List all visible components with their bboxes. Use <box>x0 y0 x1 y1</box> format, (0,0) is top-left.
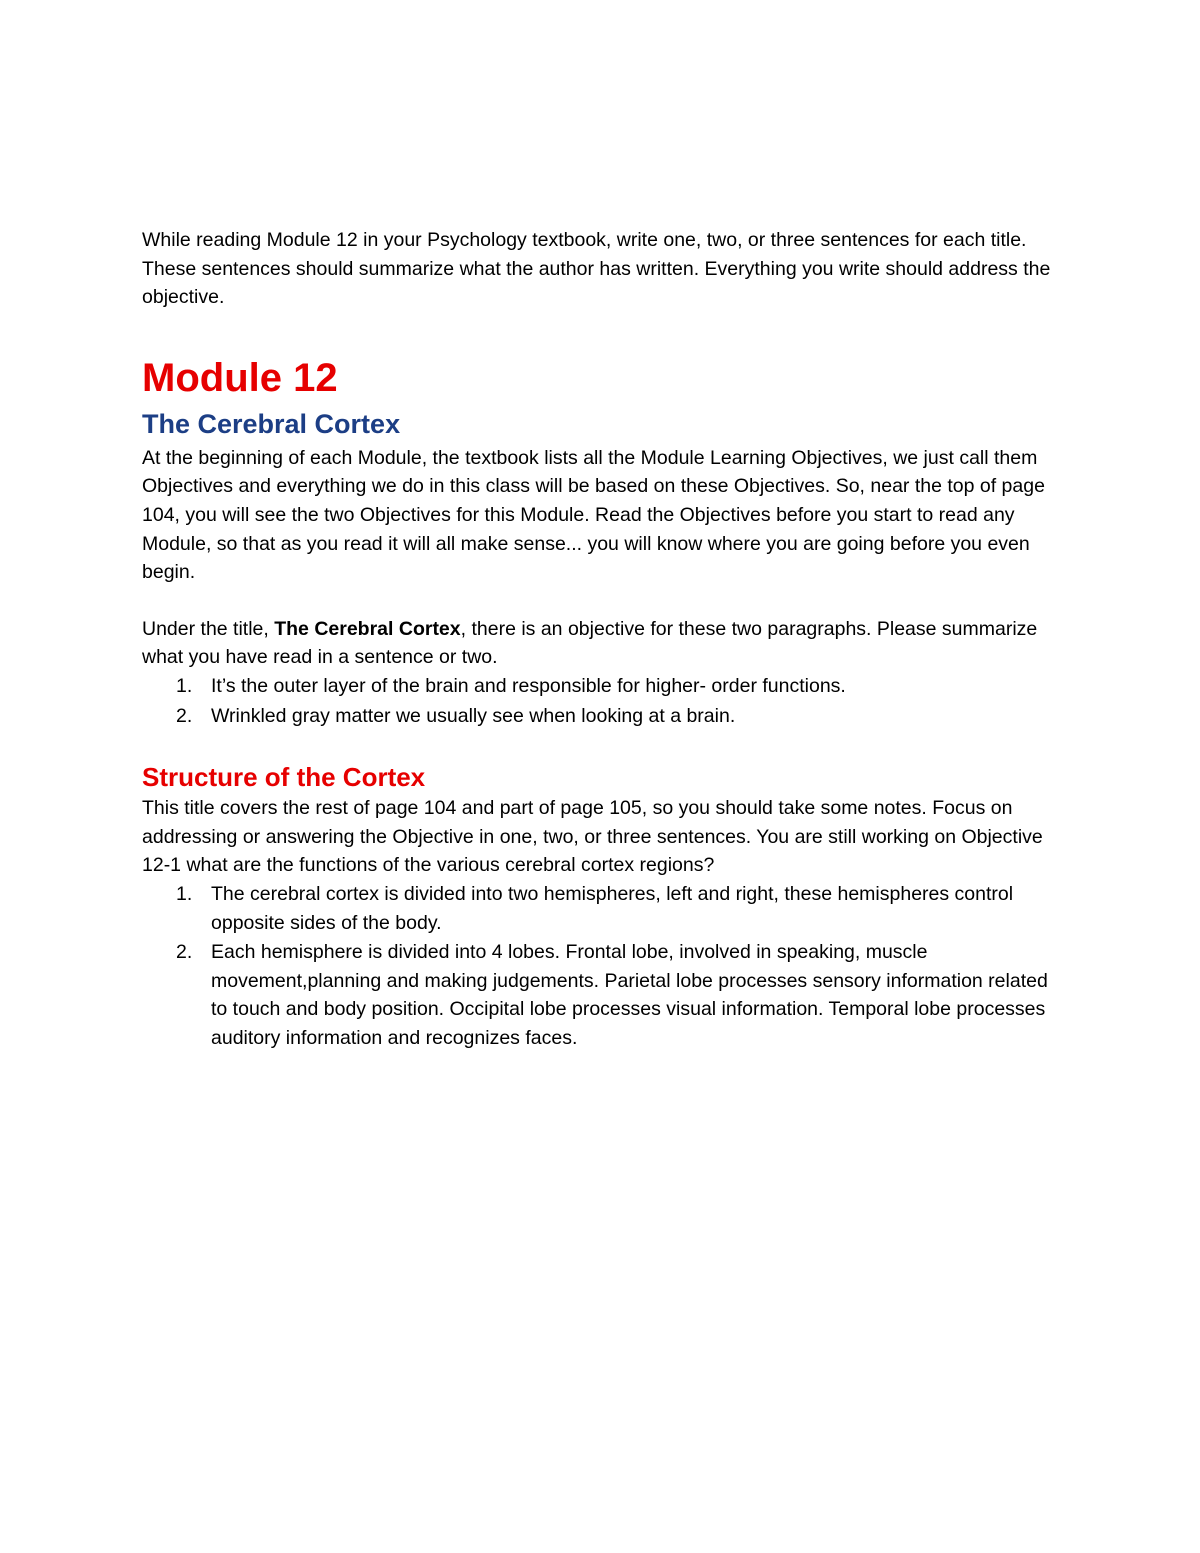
cerebral-cortex-paragraph-1: At the beginning of each Module, the textbook lists all the Module Learning Objectives, we just call them Objectives and everything we do in this class will be based on these Objectives. So, near the top of page 104, you will see the two Objectives for this Module. Read the Objectives before you start to read any Module, so that as you read it will all make sense... you will know where you are going before you even begin. <box>142 446 1045 584</box>
module-title: Module 12 <box>142 355 338 400</box>
list-item-number: 1. <box>176 674 193 697</box>
list-item-number: 2. <box>176 704 193 727</box>
list-item-text: Wrinkled gray matter we usually see when looking at a brain. <box>211 704 736 727</box>
structure-list <box>176 880 1052 1053</box>
list-item-text: The cerebral cortex is divided into two hemispheres, left and right, these hemispheres control opposite sides of the body. <box>211 882 1014 934</box>
document-page <box>142 226 1052 1052</box>
cerebral-cortex-paragraph-2 <box>142 615 1052 672</box>
list-item <box>176 702 1052 731</box>
cerebral-cortex-list <box>176 672 1052 730</box>
intro-paragraph: While reading Module 12 in your Psychology textbook, write one, two, or three sentences for each title. These sentences should summarize what the author has written. Everything you write should address the objective. <box>142 229 1051 309</box>
list-item-text: Each hemisphere is divided into 4 lobes. Frontal lobe, involved in speaking, muscle movement,planning and making judgements. Parietal lobe processes sensory information related to touch and body position. Occipital lobe processes visual information. Temporal lobe processes auditory information and recognizes faces. <box>211 941 1048 1049</box>
structure-paragraph: This title covers the rest of page 104 and part of page 105, so you should take some notes. Focus on addressing or answering the Objective in one, two, or three sentences. You are still working on Objective 12-1 what are the functions of the various cerebral cortex regions? <box>142 797 1043 877</box>
list-item <box>176 880 1052 937</box>
list-item-number: 2. <box>176 941 193 964</box>
paragraph-2-bold-title: The Cerebral Cortex <box>274 617 461 640</box>
structure-heading: Structure of the Cortex <box>142 762 426 793</box>
list-item-number: 1. <box>176 882 193 905</box>
paragraph-2-lead: Under the title, <box>142 617 275 640</box>
paragraph-2-rest: , there is an objective for these two paragraphs. Please summarize what you have read in a sentence or two. <box>142 617 1038 669</box>
list-item <box>176 672 1052 701</box>
list-item-text: It’s the outer layer of the brain and responsible for higher- order functions. <box>211 674 846 697</box>
list-item <box>176 938 1052 1052</box>
cerebral-cortex-heading: The Cerebral Cortex <box>142 408 401 439</box>
